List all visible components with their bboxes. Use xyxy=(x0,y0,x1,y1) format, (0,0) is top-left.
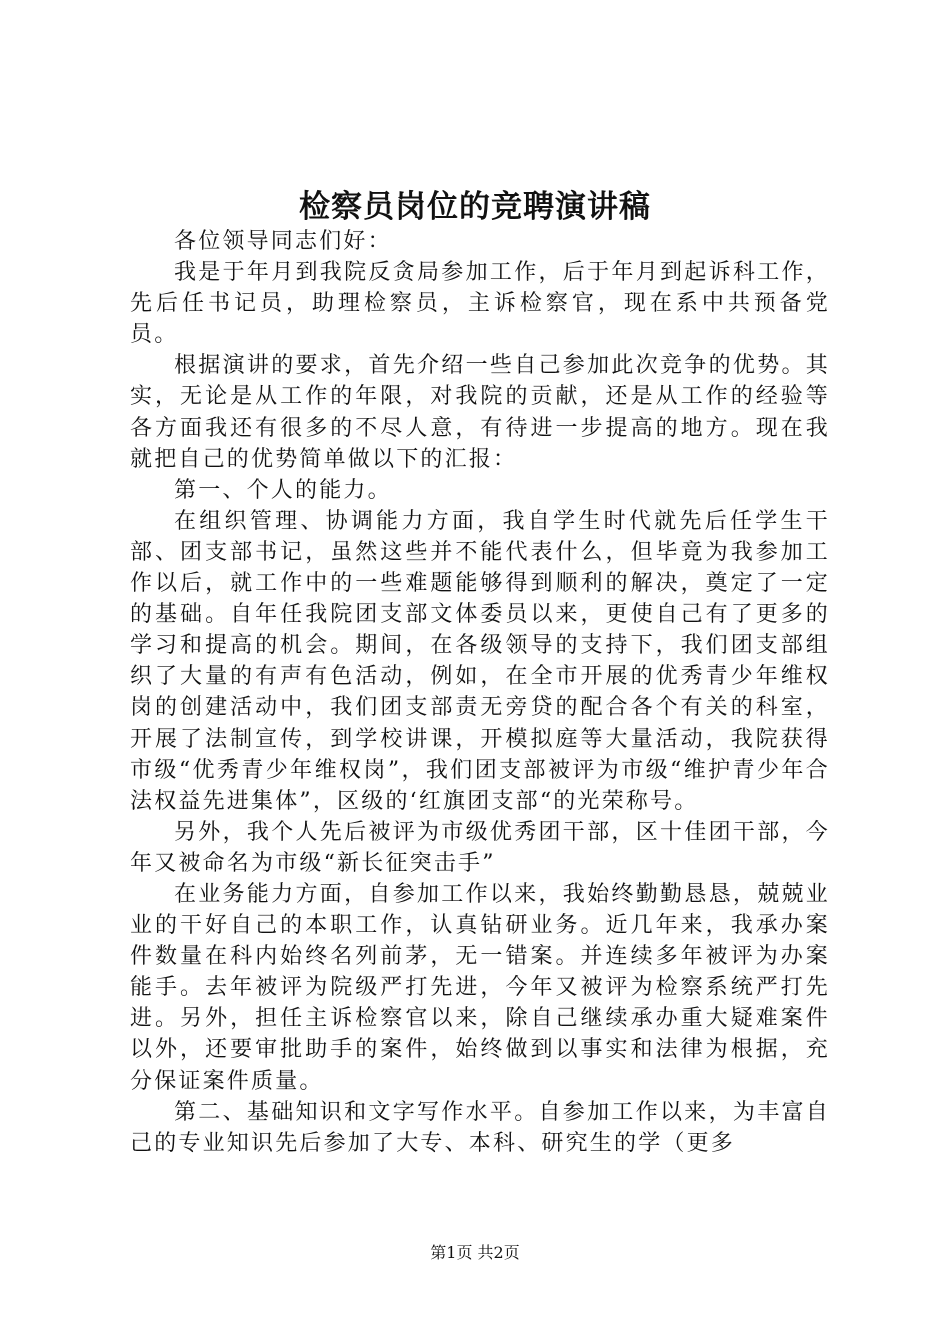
document-body xyxy=(130,226,830,1159)
greeting-paragraph: 各位领导同志们好： xyxy=(174,229,392,254)
management-paragraph: 在组织管理、协调能力方面，我自学生时代就先后任学生干部、团支部书记，虽然这些并不能代表什么，但毕竟为我参加工作以后，就工作中的一些难题能够得到顺利的解决，奠定了一定的基础。自年任我院团支部文体委员以来，更使自己有了更多的学习和提高的机会。期间，在各级领导的支持下，我们团支部组织了大量的有声有色活动，例如，在全市开展的优秀青少年维权岗的创建活动中，我们团支部责无旁贷的配合各个有关的科室，开展了法制宣传，到学校讲课，开模拟庭等大量活动，我院获得市级“优秀青少年维权岗”，我们团支部被评为市级“维护青少年合法权益先进集体”，区级的‘红旗团支部“的光荣称号。 xyxy=(130,508,830,814)
business-ability-paragraph: 在业务能力方面，自参加工作以来，我始终勤勤恳恳，兢兢业业的干好自己的本职工作，认真钻研业务。近几年来，我承办案件数量在科内始终名列前茅，无一错案。并连续多年被评为办案能手。去年被评为院级严打先进，今年又被评为检察系统严打先进。另外，担任主诉检察官以来，除自己继续承办重大疑难案件以外，还要审批助手的案件，始终做到以事实和法律为根据，充分保证案件质量。 xyxy=(130,881,830,1094)
page-number-footer: 第1页 共2页 xyxy=(430,1243,520,1262)
advantages-paragraph: 根据演讲的要求，首先介绍一些自己参加此次竞争的优势。其实，无论是从工作的年限，对我院的贡献，还是从工作的经验等各方面我还有很多的不尽人意，有待进一步提高的地方。现在我就把自己的优势简单做以下的汇报： xyxy=(130,353,830,472)
section-heading-ability: 第一、个人的能力。 xyxy=(174,477,392,503)
document-title: 检察员岗位的竞聘演讲稿 xyxy=(299,189,651,225)
honors-paragraph: 另外，我个人先后被评为市级优秀团干部，区十佳团干部，今年又被命名为市级“新长征突击手” xyxy=(130,819,830,876)
intro-paragraph: 我是于年月到我院反贪局参加工作，后于年月到起诉科工作，先后任书记员，助理检察员，主诉检察官，现在系中共预备党员。 xyxy=(130,260,830,348)
knowledge-paragraph: 第二、基础知识和文字写作水平。自参加工作以来，为丰富自己的专业知识先后参加了大专、本科、研究生的学（更多 xyxy=(130,1099,830,1156)
